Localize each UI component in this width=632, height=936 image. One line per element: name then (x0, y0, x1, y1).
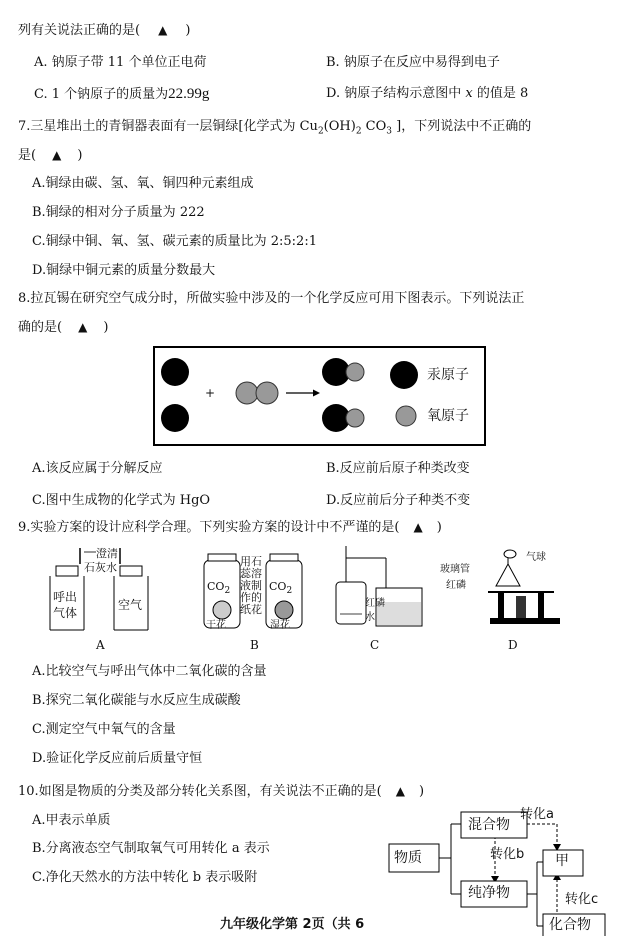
q7-option-a[interactable]: A.铜绿由碳、氢、氧、铜四种元素组成 (32, 176, 254, 191)
fig-d-glasstube-label: 玻璃管 (440, 564, 470, 575)
answer-mark: ▲ (78, 320, 88, 334)
fig-caption-d: D (508, 638, 518, 652)
legend-oxygen-label: 氧原子 (427, 408, 469, 424)
fig-a-limewater-label2: 石灰水 (84, 561, 117, 574)
q8-stem: 8.拉瓦锡在研究空气成分时，所做实验中涉及的一个化学反应可用下图表示。下列说法正 (18, 291, 525, 306)
q6-option-d[interactable]: D. 钠原子结构示意图中 x 的值是 8 (326, 86, 529, 101)
mercury-atom (161, 358, 189, 386)
q9-option-c[interactable]: C.测定空气中氧气的含量 (32, 722, 176, 737)
q9-option-a[interactable]: A.比较空气与呼出气体中二氧化碳的含量 (32, 664, 267, 679)
fig-d-phosphorus-label: 红磷 (446, 580, 466, 591)
fig-b-paper-flower-label: 用石 蕊溶 液制 作的 纸花 (240, 555, 262, 616)
legend-mercury-label: 汞原子 (427, 367, 469, 383)
q7-option-c[interactable]: C.铜绿中铜、氧、氢、碳元素的质量比为 2:5:2:1 (32, 234, 317, 249)
q7-stem: 7.三星堆出土的青铜器表面有一层铜绿[化学式为 $Cu_2(OH)_2$ $CO_3$ ]，下列说法中不正确的 (18, 119, 532, 137)
fig-caption-c: C (370, 638, 380, 652)
q10-option-c[interactable]: C.净化天然水的方法中转化 b 表示吸附 (32, 870, 258, 885)
jia-label: 甲 (555, 853, 569, 869)
answer-mark: ▲ (395, 784, 405, 798)
reaction-diagram (153, 346, 486, 446)
fig-b-co2-left: $CO_2$ (207, 580, 231, 597)
q6-stem-tail: 列有关说法正确的是( ▲ ) (18, 23, 191, 38)
q7-option-b[interactable]: B.铜绿的相对分子质量为 222 (32, 205, 205, 220)
answer-mark: ▲ (52, 148, 62, 162)
q8-option-b[interactable]: B.反应前后原子种类改变 (326, 461, 470, 476)
diagram-frame (154, 347, 485, 445)
fig-c-water-label: 水 (365, 612, 375, 623)
conversion-a-label: 转化a (520, 807, 554, 822)
oxygen-atom (346, 409, 364, 427)
q6-option-c[interactable]: C. 1 个钠原子的质量为22.99g (34, 86, 210, 102)
fig-caption-b: B (250, 638, 259, 652)
q8-option-d[interactable]: D.反应前后分子种类不变 (326, 493, 471, 508)
fig-a-breath-label2: 气体 (53, 606, 78, 620)
q6-option-b[interactable]: B. 钠原子在反应中易得到电子 (326, 55, 500, 70)
mercury-atom (161, 404, 189, 432)
q8-option-c[interactable]: C.图中生成物的化学式为 HgO (32, 493, 211, 508)
conversion-c-label: 转化c (565, 892, 599, 907)
q9-stem: 9.实验方案的设计应科学合理。下列实验方案的设计中不严谨的是( ▲ ) (18, 520, 442, 535)
q7-stem-line2: 是( ▲ ) (18, 148, 83, 163)
q9-option-d[interactable]: D.验证化学反应前后质量守恒 (32, 751, 203, 766)
answer-mark: ▲ (158, 23, 168, 37)
legend-oxygen-atom (396, 406, 416, 426)
q8-option-a[interactable]: A.该反应属于分解反应 (32, 461, 163, 476)
mixture-label: 混合物 (468, 817, 510, 833)
q10-stem: 10.如图是物质的分类及部分转化关系图，有关说法不正确的是( ▲ ) (18, 784, 425, 799)
q9-option-b[interactable]: B.探究二氧化碳能与水反应生成碳酸 (32, 693, 241, 708)
q7-option-d[interactable]: D.铜绿中铜元素的质量分数最大 (32, 263, 216, 278)
matter-label: 物质 (394, 850, 422, 866)
fig-a-breath-label: 呼出 (53, 590, 78, 604)
q8-stem-line2: 确的是( ▲ ) (18, 320, 109, 335)
figure-c (330, 544, 430, 630)
compound-label: 化合物 (549, 917, 591, 933)
conversion-b-label: 转化b (490, 847, 525, 862)
page-footer: 九年级化学第 2页（共 6 (220, 917, 365, 932)
fig-b-wet-label: 湿花 (270, 620, 290, 631)
fig-caption-a: A (96, 638, 105, 652)
legend-mercury-atom (390, 361, 418, 389)
fig-b-dry-label: 干花 (206, 620, 226, 631)
q10-option-b[interactable]: B.分离液态空气制取氧气可用转化 a 表示 (32, 841, 270, 856)
q6-option-a[interactable]: A. 钠原子带 11 个单位正电荷 (34, 55, 207, 70)
answer-mark: ▲ (413, 520, 423, 534)
oxygen-atom (236, 382, 258, 404)
pure-substance-label: 纯净物 (468, 885, 510, 901)
fig-a-limewater-label: 澄清 (96, 547, 118, 560)
fig-a-air-label: 空气 (118, 598, 143, 612)
oxygen-atom (346, 363, 364, 381)
oxygen-atom (256, 382, 278, 404)
fig-c-phosphorus-label: 红磷 (365, 598, 385, 609)
plus-sign: + (205, 386, 216, 400)
q10-option-a[interactable]: A.甲表示单质 (32, 813, 111, 828)
fig-d-balloon-label: 气球 (526, 552, 546, 563)
fig-b-co2-right: $CO_2$ (269, 580, 293, 597)
